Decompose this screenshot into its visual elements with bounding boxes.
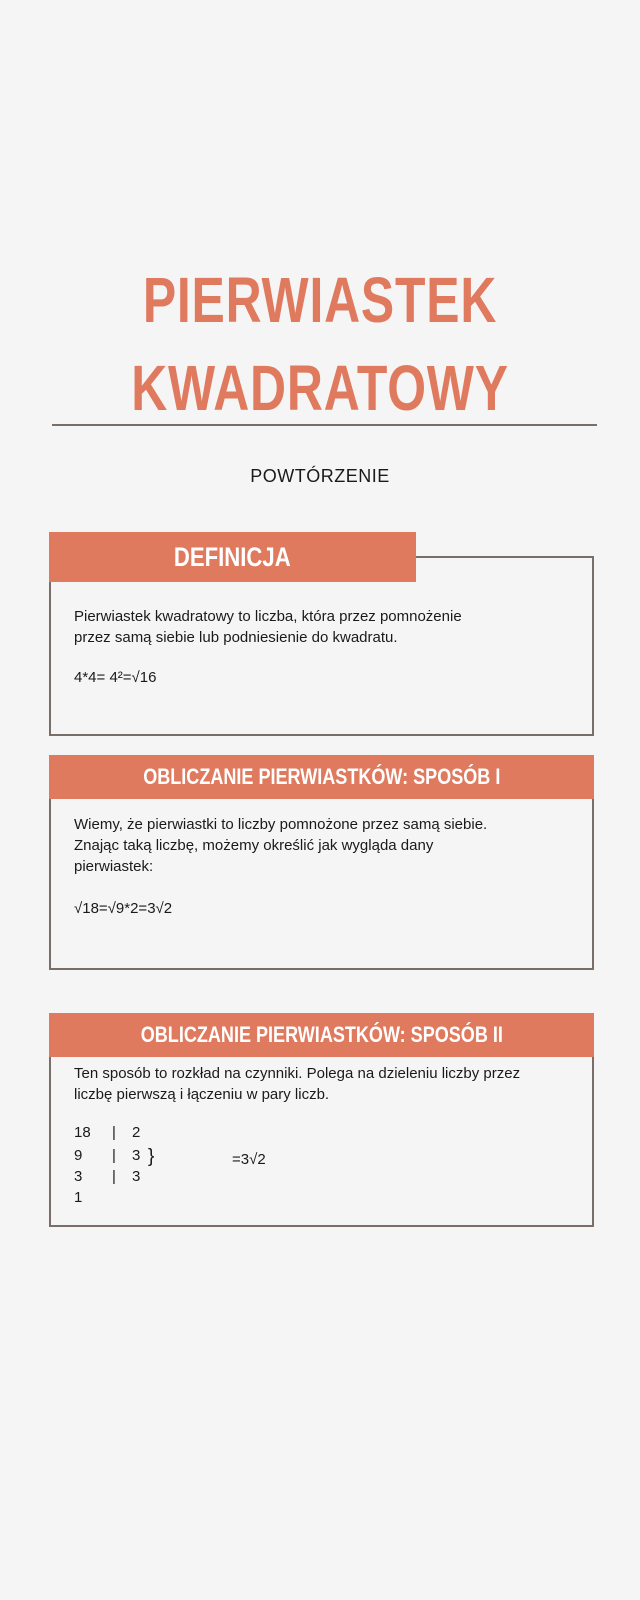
title-line-2: KWADRATOWY	[131, 352, 509, 424]
method1-heading: OBLICZANIE PIERWIASTKÓW: SPOSÓB I	[142, 764, 501, 789]
definition-text-1: Pierwiastek kwadratowy to liczba, która przez pomnożenie	[74, 608, 462, 625]
method2-heading-band	[49, 1013, 594, 1057]
definition-heading: DEFINICJA	[174, 542, 291, 572]
factor-pair-brace: }	[148, 1146, 155, 1167]
title-divider	[52, 424, 597, 426]
method2-text-1: Ten sposób to rozkład na czynniki. Polega na dzieleniu liczby przez	[74, 1065, 521, 1082]
factor-right-0: 2	[132, 1124, 141, 1141]
method2-text-2: liczbę pierwszą i łączeniu w pary liczb.	[74, 1086, 330, 1103]
title-line-1: PIERWIASTEK	[142, 264, 498, 336]
factor-separator-0: |	[112, 1124, 116, 1141]
factor-left-0: 18	[74, 1124, 91, 1141]
factor-left-1: 9	[74, 1147, 83, 1164]
method1-text-1: Wiemy, że pierwiastki to liczby pomnożone przez samą siebie.	[74, 816, 488, 833]
factor-left-2: 3	[74, 1168, 83, 1185]
method1-heading-band	[49, 755, 594, 799]
factor-left-3: 1	[74, 1189, 83, 1206]
factor-right-2: 3	[132, 1168, 141, 1185]
method1-text-2: Znając taką liczbę, możemy określić jak wygląda dany	[74, 837, 434, 854]
factor-separator-2: |	[112, 1168, 116, 1185]
definition-example: 4*4= 4²=√16	[74, 669, 157, 686]
factor-result: =3√2	[232, 1151, 266, 1168]
method1-example: √18=√9*2=3√2	[74, 900, 173, 917]
definition-heading-band	[49, 532, 416, 582]
subtitle: POWTÓRZENIE	[250, 466, 390, 486]
method1-text-3: pierwiastek:	[74, 858, 154, 875]
method2-heading: OBLICZANIE PIERWIASTKÓW: SPOSÓB II	[140, 1022, 503, 1047]
definition-text-2: przez samą siebie lub podniesienie do kwadratu.	[74, 629, 398, 646]
factor-separator-1: |	[112, 1147, 116, 1164]
factor-right-1: 3	[132, 1147, 141, 1164]
